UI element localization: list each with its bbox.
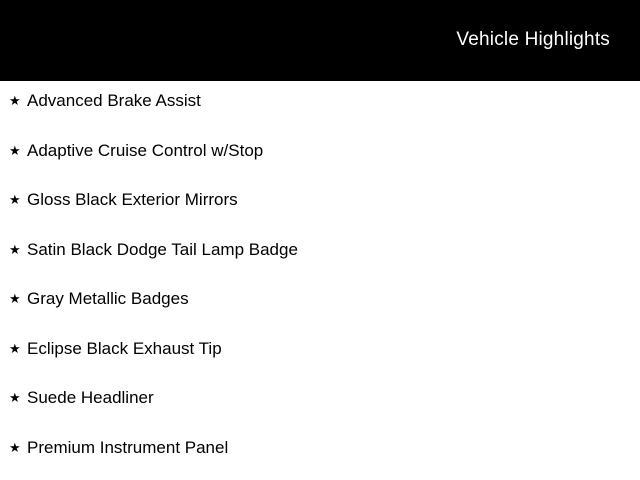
list-item-label: Premium Instrument Panel xyxy=(27,437,229,457)
list-item xyxy=(0,279,640,329)
star-icon: ★ xyxy=(9,93,21,108)
list-item-label: Advanced Brake Assist xyxy=(27,91,201,110)
list-item xyxy=(0,329,640,379)
list-item xyxy=(0,131,640,181)
list-item xyxy=(0,378,640,428)
star-icon: ★ xyxy=(9,340,21,356)
list-item-label: Suede Headliner xyxy=(27,388,154,407)
list-item-label: Eclipse Black Exhaust Tip xyxy=(27,338,222,358)
star-icon: ★ xyxy=(9,390,21,405)
star-icon: ★ xyxy=(9,439,21,455)
list-item xyxy=(0,180,640,230)
list-item xyxy=(0,230,640,280)
list-item-label: Gloss Black Exterior Mirrors xyxy=(27,190,238,209)
star-icon: ★ xyxy=(9,241,21,257)
list-item xyxy=(0,428,640,478)
star-icon: ★ xyxy=(9,192,21,207)
list-item-label: Adaptive Cruise Control w/Stop xyxy=(27,140,264,160)
list-item-label: Gray Metallic Badges xyxy=(27,289,189,308)
vehicle-highlights-list xyxy=(0,81,640,477)
header-bar xyxy=(0,0,640,81)
list-item xyxy=(0,81,640,131)
star-icon: ★ xyxy=(9,142,21,158)
star-icon: ★ xyxy=(9,291,21,306)
list-item-label: Satin Black Dodge Tail Lamp Badge xyxy=(27,239,298,259)
page-title: Vehicle Highlights xyxy=(456,29,610,50)
